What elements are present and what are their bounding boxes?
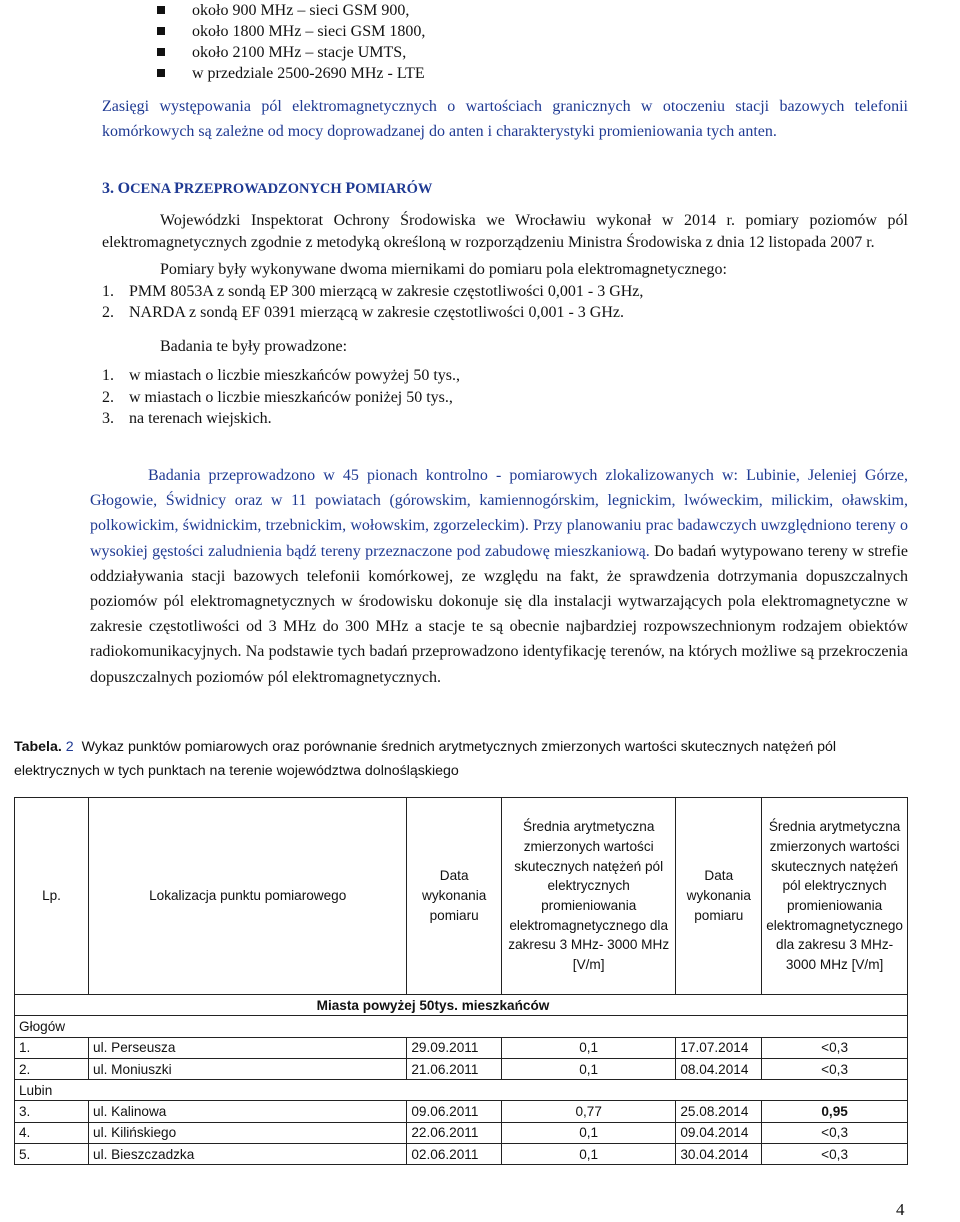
paragraph-meters-intro: Pomiary były wykonywane dwoma miernikami do pomiaru pola elektromagnetycznego:	[160, 261, 727, 278]
measurement-table	[14, 797, 908, 1165]
list-item: 2. NARDA z sondą EF 0391 mierzącą w zakresie częstotliwości 0,001 - 3 GHz.	[102, 304, 624, 321]
table-row: 5. ul. Bieszczadzka 02.06.2011 0,1 30.04.2014 <0,3	[15, 1144, 908, 1165]
bullet-item: w przedziale 2500-2690 MHz - LTE	[154, 63, 425, 84]
table-header-row	[15, 798, 908, 995]
list-item: 1. w miastach o liczbie mieszkańców powyżej 50 tys.,	[102, 367, 461, 384]
table-row: 1. ul. Perseusza 29.09.2011 0,1 17.07.2014 <0,3	[15, 1037, 908, 1058]
table-group-row	[15, 995, 908, 1016]
table-row: 3. ul. Kalinowa 09.06.2011 0,77 25.08.2014 0,95	[15, 1101, 908, 1122]
paragraph-research-intro: Badania te były prowadzone:	[160, 337, 348, 355]
table-city-row	[15, 1016, 908, 1037]
meters-list	[102, 281, 908, 324]
paragraph-ranges: Zasięgi występowania pól elektromagnetycznych o wartościach granicznych w otoczeniu stacji bazowych telefonii komórkowych są zależne od mocy doprowadzanej do anten i charakterystyki promieniowania tych anten.	[102, 98, 908, 140]
city-name: Głogów	[15, 1016, 908, 1037]
city-name: Lubin	[15, 1080, 908, 1101]
page-number: 4	[896, 1200, 905, 1219]
group-label: Miasta powyżej 50tys. mieszkańców	[15, 995, 908, 1016]
list-item: 3. na terenach wiejskich.	[102, 410, 272, 427]
table-row: 2. ul. Moniuszki 21.06.2011 0,1 08.04.2014 <0,3	[15, 1058, 908, 1079]
measurement-description	[102, 210, 908, 430]
header-mean-2014: Średnia arytmetyczna zmierzonych wartości skutecznych natężeń pól elektrycznych promieniowania elektromagnetycznego dla zakresu 3 MHz- 3000 MHz [V/m]	[762, 798, 908, 995]
bullet-item: około 900 MHz – sieci GSM 900,	[154, 0, 425, 21]
bullet-item: około 1800 MHz – sieci GSM 1800,	[154, 21, 425, 42]
header-date-2011: Data wykonania pomiaru	[407, 798, 502, 995]
bullet-item: około 2100 MHz – stacje UMTS,	[154, 42, 425, 63]
header-mean-2011: Średnia arytmetyczna zmierzonych wartości skutecznych natężeń pól elektrycznych promieniowania elektromagnetycznego dla zakresu 3 MHz- 3000 MHz [V/m]	[501, 798, 675, 995]
locations-list	[102, 365, 908, 430]
table-city-row	[15, 1080, 908, 1101]
header-date-2014: Data wykonania pomiaru	[676, 798, 762, 995]
table-row: 4. ul. Kilińskiego 22.06.2011 0,1 09.04.2014 <0,3	[15, 1122, 908, 1143]
list-item: 1. PMM 8053A z sondą EP 300 mierzącą w zakresie częstotliwości 0,001 - 3 GHz,	[102, 282, 644, 300]
table-caption: Tabela. 2 Wykaz punktów pomiarowych oraz porównanie średnich arytmetycznych zmierzonych wartości skutecznych natężeń pól elektrycznych w tych punktach na terenie województwa dolnośląskiego	[14, 739, 837, 779]
paragraph-inspectorate: Wojewódzki Inspektorat Ochrony Środowiska we Wrocławiu wykonał w 2014 r. pomiary poziomów pól elektromagnetycznych zgodnie z metodyką określoną w rozporządzeniu Ministra Środowiska z dnia 12 listopada 2007 r.	[102, 212, 908, 251]
header-location: Lokalizacja punktu pomiarowego	[89, 798, 407, 995]
section-heading: 3. OCENA PRZEPROWADZONYCH POMIARÓW	[102, 180, 433, 197]
list-item: 2. w miastach o liczbie mieszkańców poniżej 50 tys.,	[102, 388, 453, 406]
paragraph-research-locations: Badania przeprowadzono w 45 pionach kontrolno - pomiarowych zlokalizowanych w: Lubinie, Jeleniej Górze, Głogowie, Świdnicy oraz w 11 powiatach (górowskim, kamiennogórskim, legnickim, lwóweckim, milickim, oławskim, polkowickim, świdnickim, trzebnickim, wołowskim, zgorzeleckim). Przy planowaniu prac badawczych uwzględniono tereny o wysokiej gęstości zaludnienia bądź tereny przeznaczone pod zabudowę mieszkaniową. Do badań wytypowano tereny w strefie oddziaływania stacji bazowych telefonii komórkowej, ze względu na fakt, że sprawdzenia dotrzymania dopuszczalnych poziomów pól elektromagnetycznych w środowisku dokonuje się dla instalacji wytwarzających pola elektromagnetyczne w zakresie częstotliwości od 3 MHz do 300 MHz a stacje te są obecnie najbardziej rozpowszechnionym rodzajem obiektów radiokomunikacyjnych. Na podstawie tych badań przeprowadzono identyfikację terenów, na których możliwe są przekroczenia dopuszczalnych poziomów pól elektromagnetycznych.	[90, 467, 909, 686]
bullet-list	[154, 0, 425, 84]
header-lp: Lp.	[15, 798, 89, 995]
